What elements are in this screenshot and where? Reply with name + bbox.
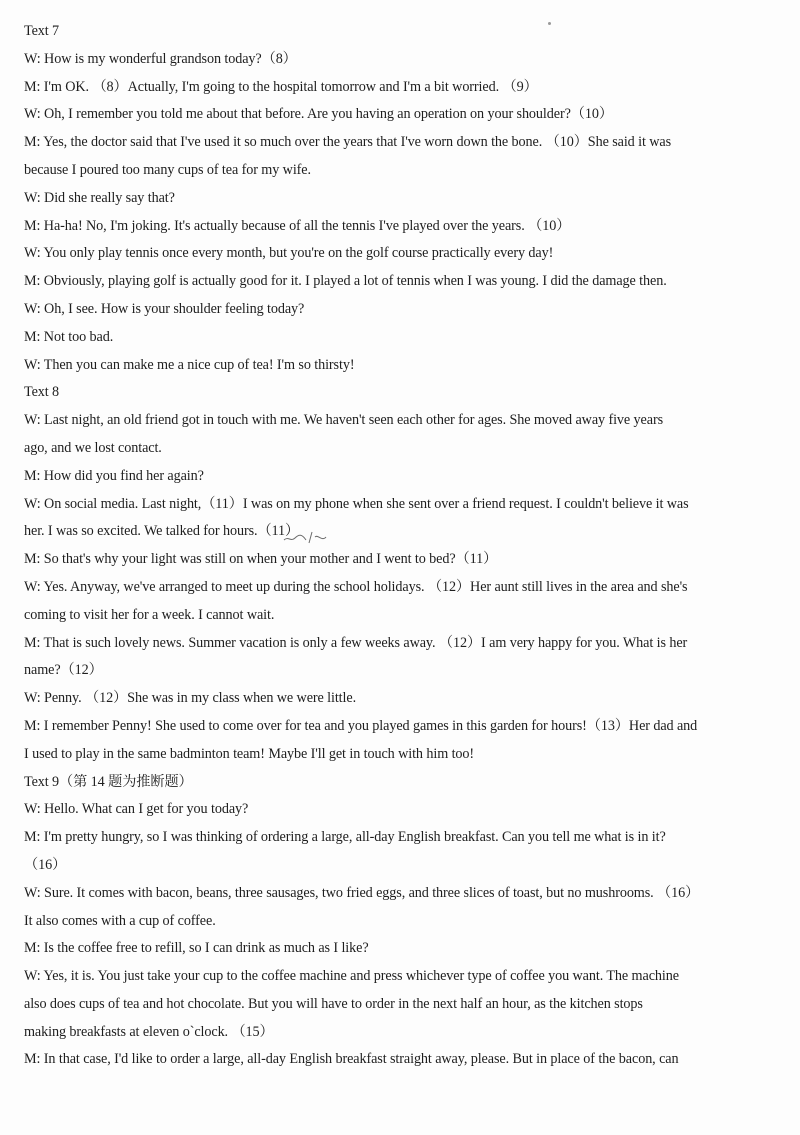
dialogue-line: making breakfasts at eleven o`clock. （15） [24, 1023, 274, 1040]
dialogue-line: W: Yes. Anyway, we've arranged to meet up during the school holidays. （12）Her aunt still lives in the area and she's [24, 578, 688, 595]
dialogue-line: her. I was so excited. We talked for hours.（11） [24, 523, 300, 540]
dialogue-line: W: Last night, an old friend got in touch with me. We haven't seen each other for ages. She moved away five years [24, 412, 663, 429]
dialogue-line: It also comes with a cup of coffee. [24, 912, 216, 929]
dialogue-line: W: How is my wonderful grandson today?（8） [24, 50, 297, 67]
dialogue-line: W: Hello. What can I get for you today? [24, 801, 249, 818]
section-heading: Text 7 [24, 23, 60, 39]
dialogue-line: M: Yes, the doctor said that I've used it so much over the years that I've worn down the bone. （10）She said it was [24, 134, 672, 151]
dialogue-line: coming to visit her for a week. I cannot wait. [24, 606, 275, 623]
dialogue-line: W: Sure. It comes with bacon, beans, three sausages, two fried eggs, and three slices of toast, but no mushrooms. （16） [24, 884, 700, 901]
transcript-body [24, 18, 776, 1074]
dialogue-line: W: Then you can make me a nice cup of tea! I'm so thirsty! [24, 356, 355, 373]
pen-scribble-mark [282, 528, 352, 546]
section-heading: Text 9（第 14 题为推断题） [24, 773, 193, 790]
dialogue-line: M: Ha-ha! No, I'm joking. It's actually because of all the tennis I've played over the years. （10） [24, 217, 571, 234]
dialogue-line: W: Did she really say that? [24, 189, 175, 206]
dialogue-line: W: Oh, I see. How is your shoulder feeling today? [24, 300, 305, 317]
dialogue-line: I used to play in the same badminton team! Maybe I'll get in touch with him too! [24, 745, 475, 762]
dialogue-line: because I poured too many cups of tea for my wife. [24, 161, 311, 178]
dialogue-line: M: Is the coffee free to refill, so I can drink as much as I like? [24, 940, 369, 957]
section-heading: Text 8 [24, 384, 60, 401]
dialogue-line: W: You only play tennis once every month, but you're on the golf course practically every day! [24, 245, 554, 262]
dialogue-line: M: How did you find her again? [24, 467, 204, 484]
dialogue-line: also does cups of tea and hot chocolate. But you will have to order in the next half an hour, as the kitchen stops [24, 995, 643, 1012]
dialogue-line: M: That is such lovely news. Summer vacation is only a few weeks away. （12）I am very happy for you. What is her [24, 634, 688, 651]
dialogue-line: M: I'm OK. （8）Actually, I'm going to the hospital tomorrow and I'm a bit worried. （9） [24, 78, 538, 95]
dialogue-line: M: I'm pretty hungry, so I was thinking of ordering a large, all-day English breakfast. Can you tell me what is in it? [24, 829, 666, 846]
dialogue-line: ago, and we lost contact. [24, 439, 162, 456]
dialogue-line: M: In that case, I'd like to order a large, all-day English breakfast straight away, please. But in place of the bacon, can [24, 1051, 679, 1068]
dialogue-line: W: On social media. Last night,（11）I was on my phone when she sent over a friend request. I couldn't believe it was [24, 495, 689, 512]
dialogue-line: name?（12） [24, 662, 103, 679]
dialogue-line: M: Obviously, playing golf is actually good for it. I played a lot of tennis when I was young. I did the damage then. [24, 273, 667, 290]
dialogue-line: M: Not too bad. [24, 328, 114, 345]
dialogue-line: W: Penny. （12）She was in my class when we were little. [24, 690, 357, 707]
dialogue-line: （16） [24, 856, 67, 873]
dialogue-line: M: So that's why your light was still on when your mother and I went to bed?（11） [24, 551, 498, 568]
dialogue-line: W: Yes, it is. You just take your cup to the coffee machine and press whichever type of coffee you want. The machine [24, 968, 679, 985]
dialogue-line: W: Oh, I remember you told me about that before. Are you having an operation on your shoulder?（10） [24, 106, 613, 123]
dialogue-line: M: I remember Penny! She used to come over for tea and you played games in this garden for hours!（13）Her dad and [24, 717, 698, 734]
